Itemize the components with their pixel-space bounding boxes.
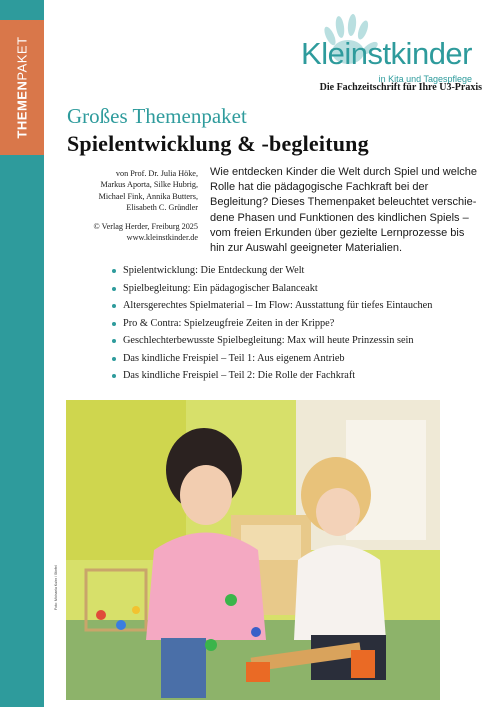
page-title: Spielentwicklung & -begleitung — [67, 131, 369, 156]
cover-photo — [66, 400, 440, 700]
intro-text: Wie entdecken Kinder die Welt durch Spiel und welche Rolle hat die pädagogische Fachkraft bei der Begleitung? Dieses Themenpaket beleuchtet verschiedene Phasen und Funktionen des kindlichen Spiels – vom freien Erkunden über gezielte Lernprozesse bis hin zur Auswahl geeigneter Materialien. — [210, 166, 478, 255]
list-item: Geschlechterbewusste Spielbegleitung: Max will heute Prinzessin sein — [112, 332, 432, 350]
author-line: Elisabeth C. Gründler — [126, 203, 198, 213]
logo-wordmark: Kleinstkinder — [301, 36, 472, 71]
magazine-tagline: Die Fachzeitschrift für Ihre U3-Praxis — [319, 82, 482, 93]
list-item: Spielentwicklung: Die Entdeckung der Welt — [112, 262, 432, 280]
author-line: von Prof. Dr. Julia Höke, — [115, 169, 198, 178]
author-block — [60, 168, 198, 243]
publisher-line: © Verlag Herder, Freiburg 2025 — [93, 221, 198, 231]
list-item: Spielbegleitung: Ein pädagogischer Balanceakt — [112, 280, 432, 298]
website-link[interactable]: www.kleinstkinder.de — [126, 233, 198, 243]
sidebar-stripe — [0, 0, 44, 707]
bullet-icon — [112, 287, 116, 291]
bullet-icon — [112, 339, 116, 343]
list-item: Das kindliche Freispiel – Teil 2: Die Rolle der Fachkraft — [112, 367, 432, 385]
supertitle: Großes Themenpaket — [67, 104, 247, 128]
themenpaket-tab — [0, 20, 44, 155]
author-line: Michael Fink, Annika Butters, — [98, 191, 198, 201]
themenpaket-label: THEMENPAKET — [14, 36, 30, 139]
contents-list — [112, 262, 432, 385]
bullet-icon — [112, 374, 116, 378]
children-playing-illustration — [66, 400, 440, 700]
list-item: Das kindliche Freispiel – Teil 1: Aus eigenem Antrieb — [112, 350, 432, 368]
list-item: Pro & Contra: Spielzeugfreie Zeiten in der Krippe? — [112, 315, 432, 333]
bullet-icon — [112, 357, 116, 361]
bullet-icon — [112, 322, 116, 326]
bullet-icon — [112, 269, 116, 273]
list-item: Altersgerechtes Spielmaterial – Im Flow: Ausstattung für tiefes Eintauchen — [112, 297, 432, 315]
photo-credit: Foto: Michaela Kuhn / Stiefel — [54, 565, 58, 610]
bullet-icon — [112, 304, 116, 308]
logo-subline: in Kita und Tagespflege — [378, 74, 472, 84]
author-line: Markus Aporta, Silke Hubrig, — [100, 180, 198, 190]
